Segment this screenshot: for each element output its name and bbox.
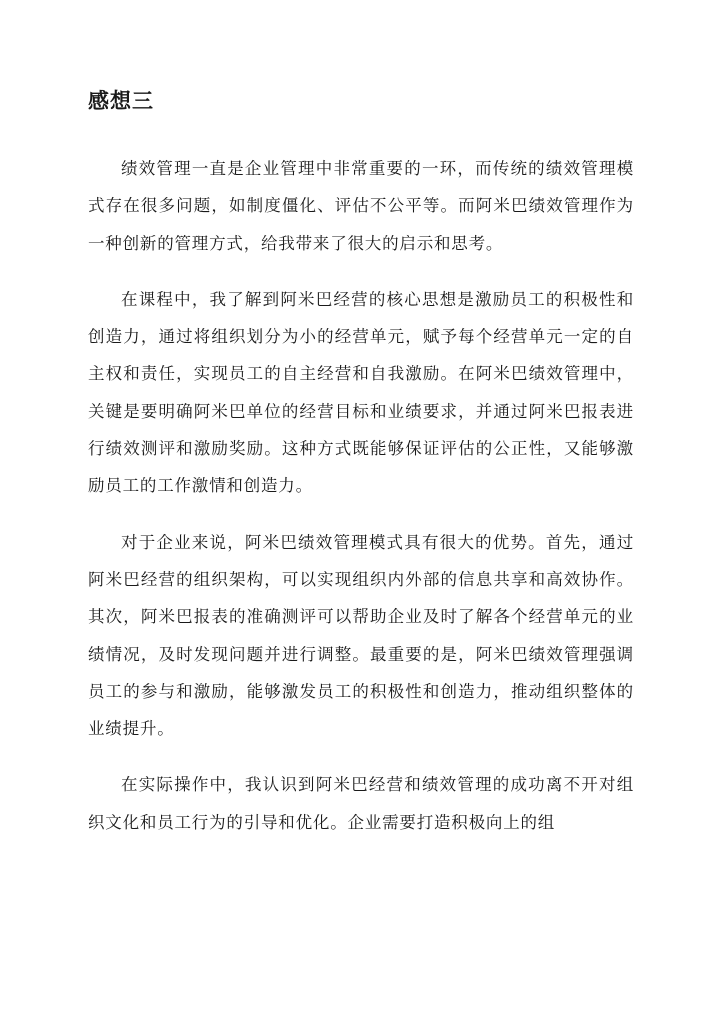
paragraph-2: 在课程中，我了解到阿米巴经营的核心思想是激励员工的积极性和创造力，通过将组织划分为小的经营单元，赋予每个经营单元一定的自主权和责任，实现员工的自主经营和自我激励。在阿米巴绩效管理中，关键是要明确阿米巴单位的经营目标和业绩要求，并通过阿米巴报表进行绩效测评和激励奖励。这种方式既能够保证评估的公正性，又能够激励员工的工作激情和创造力。 — [88, 289, 634, 496]
paragraph-4: 在实际操作中，我认识到阿米巴经营和绩效管理的成功离不开对组织文化和员工行为的引导和优化。企业需要打造积极向上的组 — [88, 775, 634, 832]
paragraph-3: 对于企业来说，阿米巴绩效管理模式具有很大的优势。首先，通过阿米巴经营的组织架构，可以实现组织内外部的信息共享和高效协作。其次，阿米巴报表的准确测评可以帮助企业及时了解各个经营单元的业绩情况，及时发现问题并进行调整。最重要的是，阿米巴绩效管理强调员工的参与和激励，能够激发员工的积极性和创造力，推动组织整体的业绩提升。 — [88, 532, 634, 739]
paragraph-1: 绩效管理一直是企业管理中非常重要的一环，而传统的绩效管理模式存在很多问题，如制度僵化、评估不公平等。而阿米巴绩效管理作为一种创新的管理方式，给我带来了很大的启示和思考。 — [88, 159, 634, 253]
section-heading: 感想三 — [88, 89, 154, 113]
